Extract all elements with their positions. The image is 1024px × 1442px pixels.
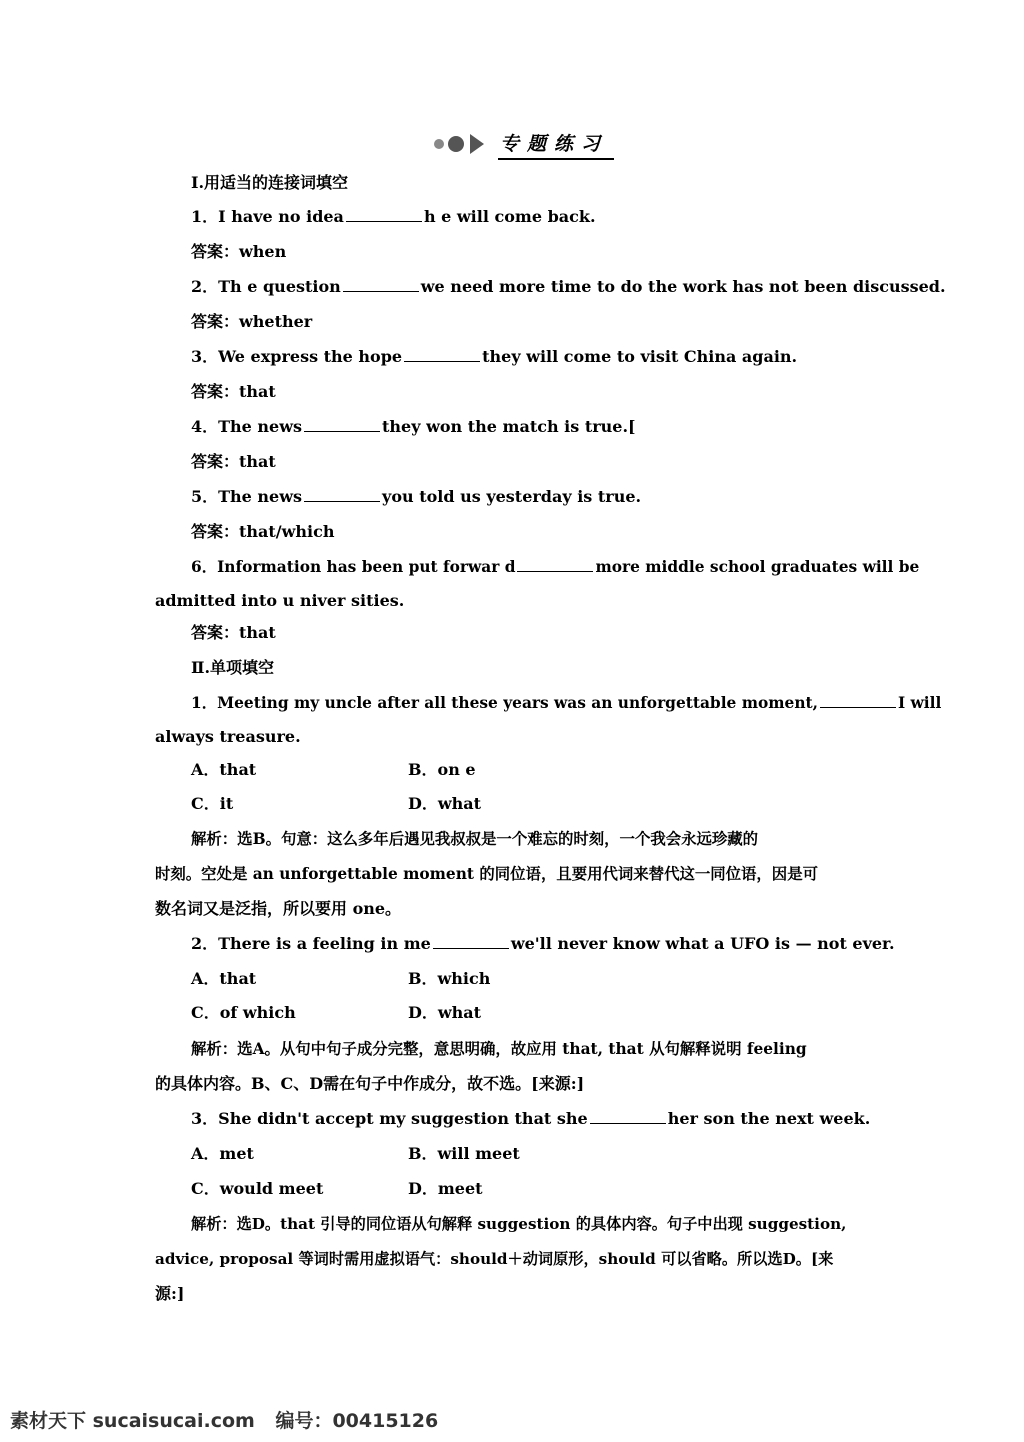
answer-blank <box>346 207 422 222</box>
answer-line: 答案：that <box>191 382 276 401</box>
explanation-line: advice, proposal 等词时需用虚拟语气：should＋动词原形，should 可以省略。所以选D。[来 <box>155 1250 834 1268</box>
option-d: D．what <box>408 794 482 813</box>
section-header <box>434 128 614 160</box>
option-b: B．will meet <box>408 1144 520 1163</box>
explanation-line: 时刻。空处是 an unforgettable moment 的同位语，且要用代词来替代这一同位语，因是可 <box>155 865 818 883</box>
option-c: C．of which <box>191 1003 296 1022</box>
answer-line: 答案：that <box>191 452 276 471</box>
watermark-id: 编号：00415126 <box>275 1410 439 1432</box>
answer-blank <box>304 417 380 432</box>
question-line: 1．I have no idea h e will come back. <box>191 207 596 226</box>
answer-line: 答案：whether <box>191 312 313 331</box>
option-c: C．would meet <box>191 1179 324 1198</box>
option-a: A．that <box>191 969 257 988</box>
answer-line: 答案：that/which <box>191 522 335 541</box>
option-c: C．it <box>191 794 234 813</box>
answer-blank <box>820 693 896 708</box>
explanation-line: 解析：选B。句意：这么多年后遇见我叔叔是一个难忘的时刻，一个我会永远珍藏的 <box>191 830 759 848</box>
option-d: D．what <box>408 1003 482 1022</box>
question-line: 2．Th e question we need more time to do the work has not been discussed. <box>191 277 946 296</box>
option-b: B．on e <box>408 760 476 779</box>
answer-blank <box>304 487 380 502</box>
explanation-line: 数名词又是泛指，所以要用 one。 <box>155 899 402 918</box>
dot-icon <box>434 139 444 149</box>
question-line: 3．She didn't accept my suggestion that she her son the next week. <box>191 1109 871 1128</box>
section2-title: Ⅱ.单项填空 <box>191 658 275 677</box>
watermark <box>10 1406 438 1433</box>
question-line-cont: admitted into u niver sities. <box>155 591 405 610</box>
answer-blank <box>590 1109 666 1124</box>
question-line: 1．Meeting my uncle after all these years was an unforgettable moment, I will <box>191 694 942 712</box>
question-line: 5．The news you told us yesterday is true. <box>191 487 642 506</box>
explanation-line: 的具体内容。B、C、D需在句子中作成分，故不选。[来源:] <box>155 1074 585 1093</box>
answer-line: 答案：when <box>191 242 287 261</box>
question-line-cont: always treasure. <box>155 727 301 746</box>
option-b: B．which <box>408 969 491 988</box>
question-line: 6．Information has been put forwar d more middle school graduates will be <box>191 558 920 576</box>
answer-blank <box>517 557 593 572</box>
explanation-line: 解析：选A。从句中句子成分完整，意思明确，故应用 that, that 从句解释说明 feeling <box>191 1040 807 1058</box>
answer-blank <box>404 347 480 362</box>
dot-icon <box>448 136 464 152</box>
explanation-line: 源:] <box>155 1284 185 1303</box>
option-a: A．met <box>191 1144 254 1163</box>
watermark-site: 素材天下 sucaisucai.com <box>10 1410 255 1432</box>
option-a: A．that <box>191 760 257 779</box>
explanation-line: 解析：选D。that 引导的同位语从句解释 suggestion 的具体内容。句子中出现 suggestion, <box>191 1215 847 1233</box>
header-title: 专题练习 <box>498 129 614 160</box>
section1-title: Ⅰ.用适当的连接词填空 <box>191 173 349 192</box>
answer-blank <box>433 934 509 949</box>
option-d: D．meet <box>408 1179 483 1198</box>
arrow-right-icon <box>470 134 484 154</box>
question-line: 4．The news they won the match is true.[ <box>191 417 636 436</box>
answer-line: 答案：that <box>191 623 276 642</box>
question-line: 2．There is a feeling in me we'll never know what a UFO is — not ever. <box>191 934 895 953</box>
question-line: 3．We express the hope they will come to visit China again. <box>191 347 798 366</box>
answer-blank <box>343 277 419 292</box>
